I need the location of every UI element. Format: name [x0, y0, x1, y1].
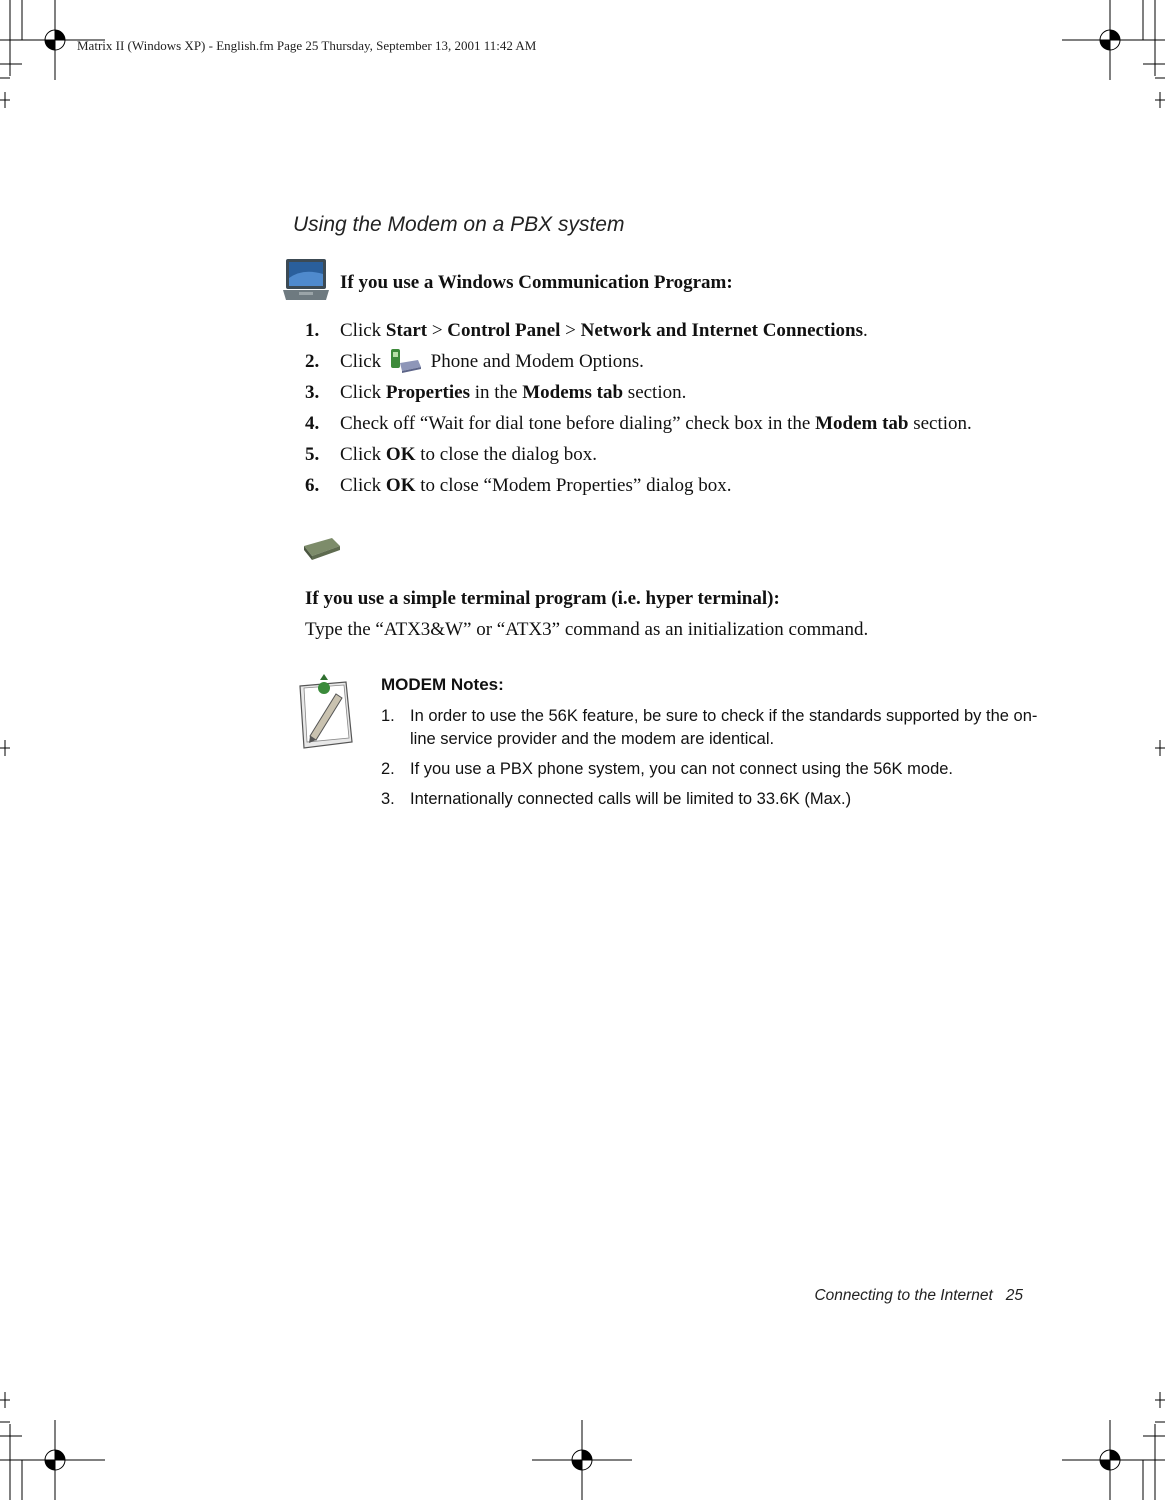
page-header: Matrix II (Windows XP) - English.fm Page 25 Thursday, September 13, 2001 11:42 AM — [77, 38, 537, 53]
section-title: Using the Modem on a PBX system — [293, 213, 625, 236]
step-number: 5. — [305, 444, 320, 465]
terminal-program-text: Type the “ATX3&W” or “ATX3” command as an initialization command. — [305, 619, 869, 640]
step-2: 2. Click Phone and Modem Options. — [305, 351, 644, 372]
step-3: 3. Click Properties in the Modems tab section. — [305, 382, 687, 403]
page-footer — [600, 1287, 1023, 1305]
footer-chapter: Connecting to the Internet — [814, 1287, 993, 1304]
windows-program-heading: If you use a Windows Communication Program: — [340, 272, 733, 293]
note-item: 2. If you use a PBX phone system, you can not connect using the 56K mode. — [381, 760, 954, 778]
modem-device-icon — [302, 536, 342, 562]
note-item: 1. In order to use the 56K feature, be sure to check if the standards supported by the on-line service provider and the modem are identical. — [381, 707, 1038, 748]
modem-notes — [381, 675, 1041, 818]
step-4: 4. Check off “Wait for dial tone before dialing” check box in the Modem tab section. — [305, 413, 972, 434]
step-6: 6. Click OK to close “Modem Properties” dialog box. — [305, 475, 732, 496]
step-number: 1. — [305, 320, 320, 341]
page-number: 25 — [1005, 1287, 1023, 1304]
step-1: 1. Click Start > Control Panel > Network and Internet Connections. — [305, 320, 868, 341]
step-5: 5. Click OK to close the dialog box. — [305, 444, 598, 465]
step-number: 4. — [305, 413, 320, 434]
step-number: 2. — [305, 351, 320, 372]
step-number: 3. — [305, 382, 320, 403]
notes-title: MODEM Notes: — [381, 675, 504, 694]
phone-modem-icon — [388, 349, 422, 373]
step-number: 6. — [305, 475, 320, 496]
note-item: 3. Internationally connected calls will be limited to 33.6K (Max.) — [381, 790, 852, 808]
note-pad-icon — [296, 674, 354, 750]
laptop-icon — [283, 258, 329, 302]
terminal-program-heading: If you use a simple terminal program (i.e. hyper terminal): — [305, 588, 780, 609]
windows-steps-list — [305, 318, 1005, 504]
